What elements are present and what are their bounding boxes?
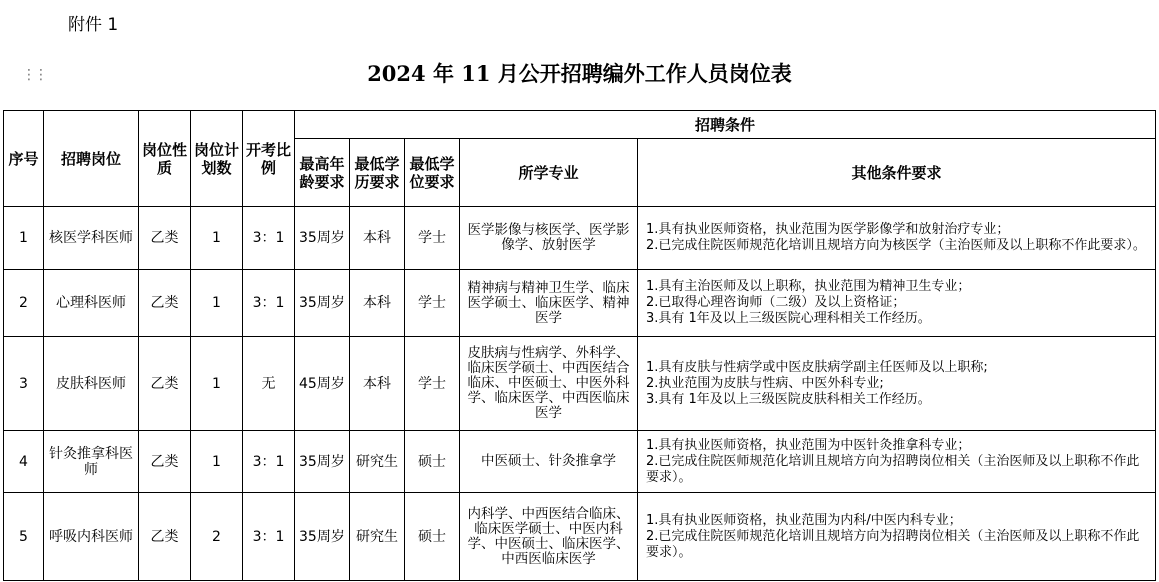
cell-degree: 学士 bbox=[405, 337, 460, 431]
requirement-line: 2.已取得心理咨询师（二级）及以上资格证； bbox=[646, 295, 906, 310]
cell-major: 精神病与精神卫生学、临床医学硕士、临床医学、精神医学 bbox=[460, 270, 638, 337]
header-seq: 序号 bbox=[4, 111, 44, 207]
cell-nature: 乙类 bbox=[139, 207, 191, 270]
requirement-line: 3.具有 1年及以上三级医院心理科相关工作经历。 bbox=[646, 311, 931, 326]
requirement-line: 2.执业范围为皮肤与性病、中医外科专业; bbox=[646, 375, 884, 391]
cell-position: 核医学科医师 bbox=[44, 207, 139, 270]
table-row bbox=[4, 337, 1156, 431]
cell-nature: 乙类 bbox=[139, 270, 191, 337]
cell-age: 35周岁 bbox=[295, 270, 350, 337]
requirement-line: 2.已完成住院医师规范化培训且规培方向为招聘岗位相关（主治医师及以上职称不作此要求）。 bbox=[646, 528, 1140, 560]
cell-plan: 1 bbox=[191, 431, 243, 493]
cell-other-requirements bbox=[638, 270, 1156, 337]
cell-degree: 学士 bbox=[405, 207, 460, 270]
table-body bbox=[4, 207, 1156, 581]
requirement-line: 1.具有执业医师资格，执业范围为内科/中医内科专业； bbox=[646, 512, 962, 528]
cell-other-requirements bbox=[638, 431, 1156, 493]
cell-ratio: 3：1 bbox=[243, 493, 295, 581]
cell-major: 皮肤病与性病学、外科学、临床医学硕士、中西医结合临床、中医硕士、中医外科学、临床医学、中西医临床医学 bbox=[460, 337, 638, 431]
requirement-line: 2.已完成住院医师规范化培训且规培方向为招聘岗位相关（主治医师及以上职称不作此要求）。 bbox=[646, 453, 1140, 485]
cell-seq: 5 bbox=[4, 493, 44, 581]
cell-age: 35周岁 bbox=[295, 431, 350, 493]
cell-nature: 乙类 bbox=[139, 431, 191, 493]
table-row bbox=[4, 493, 1156, 581]
header-major: 所学专业 bbox=[460, 139, 638, 207]
requirement-line: 1.具有皮肤与性病学或中医皮肤病学副主任医师及以上职称; bbox=[646, 359, 988, 375]
cell-degree: 硕士 bbox=[405, 431, 460, 493]
drag-handle-icon[interactable]: ⋮⋮ bbox=[22, 67, 46, 83]
header-education: 最低学历要求 bbox=[350, 139, 405, 207]
table-row bbox=[4, 207, 1156, 270]
cell-education: 本科 bbox=[350, 207, 405, 270]
page-title: 2024 年 11 月公开招聘编外工作人员岗位表 bbox=[367, 61, 792, 86]
cell-position: 呼吸内科医师 bbox=[44, 493, 139, 581]
requirement-line: 3.具有 1年及以上三级医院皮肤科相关工作经历。 bbox=[646, 391, 931, 407]
requirement-line: 1.具有执业医师资格，执业范围为医学影像学和放射治疗专业； bbox=[646, 222, 1010, 237]
requirement-line: 2.已完成住院医师规范化培训且规培方向为核医学（主治医师及以上职称不作此要求）。 bbox=[646, 238, 1146, 253]
cell-position: 心理科医师 bbox=[44, 270, 139, 337]
cell-seq: 4 bbox=[4, 431, 44, 493]
cell-ratio: 3：1 bbox=[243, 270, 295, 337]
cell-other-requirements bbox=[638, 337, 1156, 431]
header-other: 其他条件要求 bbox=[638, 139, 1156, 207]
cell-plan: 1 bbox=[191, 207, 243, 270]
cell-degree: 硕士 bbox=[405, 493, 460, 581]
cell-education: 本科 bbox=[350, 337, 405, 431]
cell-education: 本科 bbox=[350, 270, 405, 337]
requirement-line: 1.具有执业医师资格，执业范围为中医针灸推拿科专业； bbox=[646, 437, 971, 453]
cell-other-requirements bbox=[638, 493, 1156, 581]
cell-age: 45周岁 bbox=[295, 337, 350, 431]
header-nature: 岗位性质 bbox=[139, 111, 191, 207]
cell-ratio: 3：1 bbox=[243, 431, 295, 493]
cell-ratio: 无 bbox=[243, 337, 295, 431]
attachment-label: 附件 1 bbox=[68, 15, 119, 35]
cell-position: 皮肤科医师 bbox=[44, 337, 139, 431]
cell-education: 研究生 bbox=[350, 493, 405, 581]
cell-seq: 3 bbox=[4, 337, 44, 431]
header-plan: 岗位计划数 bbox=[191, 111, 243, 207]
cell-education: 研究生 bbox=[350, 431, 405, 493]
header-ratio: 开考比例 bbox=[243, 111, 295, 207]
requirement-line: 1.具有主治医师及以上职称，执业范围为精神卫生专业； bbox=[646, 279, 971, 294]
cell-age: 35周岁 bbox=[295, 493, 350, 581]
positions-table bbox=[3, 110, 1156, 581]
cell-major: 内科学、中西医结合临床、临床医学硕士、中医内科学、中医硕士、临床医学、中西医临床医学 bbox=[460, 493, 638, 581]
cell-ratio: 3：1 bbox=[243, 207, 295, 270]
header-conditions: 招聘条件 bbox=[295, 111, 1156, 139]
cell-nature: 乙类 bbox=[139, 337, 191, 431]
table-row bbox=[4, 270, 1156, 337]
header-age: 最高年龄要求 bbox=[295, 139, 350, 207]
cell-plan: 1 bbox=[191, 337, 243, 431]
table-row bbox=[4, 431, 1156, 493]
cell-major: 医学影像与核医学、医学影像学、放射医学 bbox=[460, 207, 638, 270]
cell-plan: 2 bbox=[191, 493, 243, 581]
cell-nature: 乙类 bbox=[139, 493, 191, 581]
cell-seq: 2 bbox=[4, 270, 44, 337]
cell-seq: 1 bbox=[4, 207, 44, 270]
cell-other-requirements bbox=[638, 207, 1156, 270]
cell-position: 针灸推拿科医师 bbox=[44, 431, 139, 493]
cell-major: 中医硕士、针灸推拿学 bbox=[460, 431, 638, 493]
header-degree: 最低学位要求 bbox=[405, 139, 460, 207]
cell-age: 35周岁 bbox=[295, 207, 350, 270]
cell-plan: 1 bbox=[191, 270, 243, 337]
header-position: 招聘岗位 bbox=[44, 111, 139, 207]
cell-degree: 学士 bbox=[405, 270, 460, 337]
